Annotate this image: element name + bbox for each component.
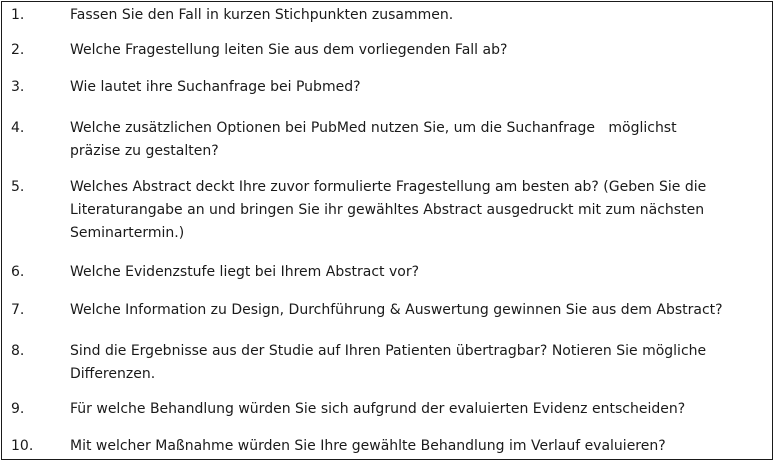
question-text	[70, 398, 770, 421]
question-text-line: Sind die Ergebnisse aus der Studie auf Ihren Patienten übertragbar? Notieren Sie mögliche	[70, 343, 707, 359]
question-text	[70, 4, 770, 27]
question-text	[70, 76, 770, 99]
question-text-line: Welche Evidenzstufe liegt bei Ihrem Abstract vor?	[70, 264, 420, 280]
question-number: 5.	[11, 179, 25, 195]
question-text-line: Wie lautet ihre Suchanfrage bei Pubmed?	[70, 79, 361, 95]
question-text	[70, 435, 770, 458]
question-number: 7.	[11, 302, 25, 318]
question-number: 2.	[11, 42, 25, 58]
question-text-line: präzise zu gestalten?	[70, 143, 219, 159]
question-text-line: Welche Fragestellung leiten Sie aus dem vorliegenden Fall ab?	[70, 42, 508, 58]
question-number: 4.	[11, 120, 25, 136]
question-text-line: Welche Information zu Design, Durchführung & Auswertung gewinnen Sie aus dem Abstract?	[70, 302, 723, 318]
question-text-line: Welches Abstract deckt Ihre zuvor formulierte Fragestellung am besten ab? (Geben Sie die	[70, 179, 707, 195]
question-text-line: Seminartermin.)	[70, 225, 185, 241]
question-number: 8.	[11, 343, 25, 359]
question-number: 1.	[11, 7, 25, 23]
question-text	[70, 176, 770, 245]
question-text-line: Differenzen.	[70, 366, 156, 382]
question-number: 10.	[11, 438, 34, 454]
question-text	[70, 117, 770, 163]
question-text	[70, 261, 770, 284]
question-text-line: Mit welcher Maßnahme würden Sie Ihre gewählte Behandlung im Verlauf evaluieren?	[70, 438, 666, 454]
question-text-line: Welche zusätzlichen Optionen bei PubMed nutzen Sie, um die Suchanfrage möglichst	[70, 120, 677, 136]
question-text-line: Literaturangabe an und bringen Sie ihr gewähltes Abstract ausgedruckt mit zum nächsten	[70, 202, 705, 218]
question-number: 9.	[11, 401, 25, 417]
question-text	[70, 39, 770, 62]
question-text	[70, 340, 770, 386]
question-text-line: Fassen Sie den Fall in kurzen Stichpunkten zusammen.	[70, 7, 454, 23]
question-number: 3.	[11, 79, 25, 95]
question-text-line: Für welche Behandlung würden Sie sich aufgrund der evaluierten Evidenz entscheiden?	[70, 401, 686, 417]
question-text	[70, 299, 770, 322]
question-number: 6.	[11, 264, 25, 280]
